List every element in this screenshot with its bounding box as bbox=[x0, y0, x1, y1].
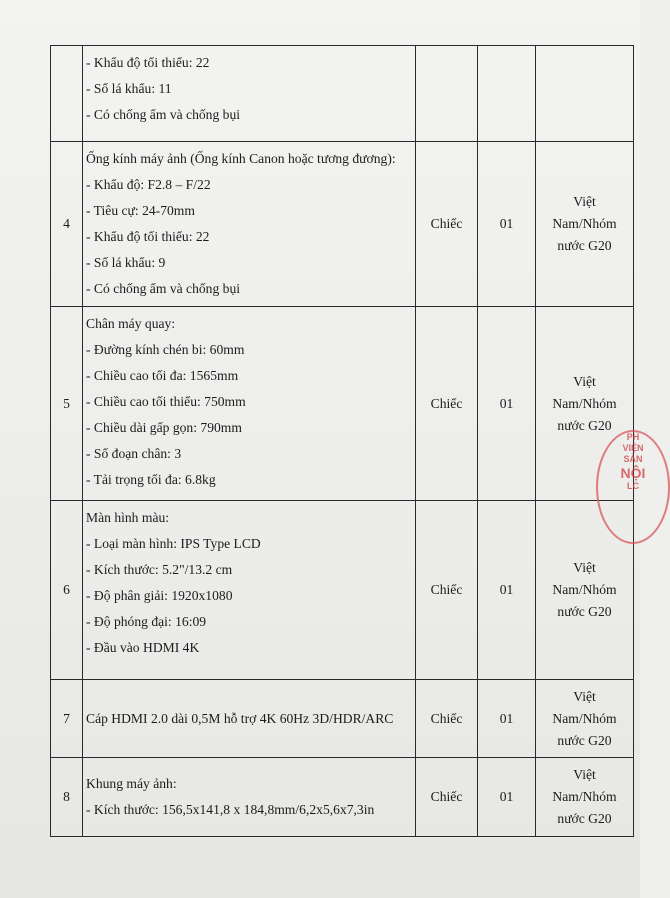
description-line: - Chiều cao tối đa: 1565mm bbox=[86, 368, 239, 383]
row-number: 5 bbox=[51, 307, 83, 501]
description-line: - Khẩu độ: F2.8 – F/22 bbox=[86, 177, 211, 192]
origin-line: Nam/Nhóm bbox=[552, 710, 617, 726]
row-unit: Chiếc bbox=[416, 680, 478, 758]
row-number: 4 bbox=[51, 142, 83, 307]
description-line: - Tải trọng tối đa: 6.8kg bbox=[86, 472, 216, 487]
description-line: - Đường kính chén bi: 60mm bbox=[86, 342, 245, 357]
origin-line: Việt bbox=[573, 560, 596, 575]
row-number: 6 bbox=[51, 501, 83, 680]
row-description bbox=[83, 46, 416, 142]
description-line: - Chiều dài gấp gọn: 790mm bbox=[86, 420, 242, 435]
stamp-text: PH bbox=[626, 432, 640, 442]
row-unit: Chiếc bbox=[416, 307, 478, 501]
description-line: - Khẩu độ tối thiểu: 22 bbox=[86, 55, 210, 70]
description-line: Cáp HDMI 2.0 dài 0,5M hỗ trợ 4K 60Hz 3D/HDR/ARC bbox=[86, 710, 394, 726]
description-line: - Độ phân giải: 1920x1080 bbox=[86, 588, 233, 603]
table-row bbox=[51, 46, 634, 142]
row-origin bbox=[536, 46, 634, 142]
table-row bbox=[51, 142, 634, 307]
description-line: - Kích thước: 5.2"/13.2 cm bbox=[86, 562, 233, 577]
origin-line: nước G20 bbox=[557, 732, 612, 748]
table-row bbox=[51, 758, 634, 837]
row-description bbox=[83, 307, 416, 501]
origin-line: nước G20 bbox=[557, 238, 612, 253]
row-quantity: 01 bbox=[478, 307, 536, 501]
description-line: Ống kính máy ảnh (Ống kính Canon hoặc tương đương): bbox=[86, 151, 396, 166]
description-line: - Loại màn hình: IPS Type LCD bbox=[86, 536, 261, 551]
origin-line: nước G20 bbox=[557, 417, 612, 433]
origin-line: Việt bbox=[573, 688, 596, 704]
row-quantity: 01 bbox=[478, 680, 536, 758]
description-line: - Đầu vào HDMI 4K bbox=[86, 640, 200, 655]
row-origin bbox=[536, 142, 634, 307]
stamp-text: VIỆN bbox=[622, 443, 644, 453]
stamp-text: LC bbox=[627, 481, 639, 491]
description-line: - Số lá khẩu: 11 bbox=[86, 81, 172, 96]
row-quantity bbox=[478, 46, 536, 142]
row-quantity: 01 bbox=[478, 501, 536, 680]
origin-line: Việt bbox=[573, 373, 596, 389]
description-line: - Số đoạn chân: 3 bbox=[86, 446, 182, 461]
origin-line: Việt bbox=[573, 194, 596, 209]
origin-line: Việt bbox=[573, 767, 596, 782]
row-unit: Chiếc bbox=[416, 501, 478, 680]
row-number: 8 bbox=[51, 758, 83, 837]
row-unit: Chiếc bbox=[416, 758, 478, 837]
table-row bbox=[51, 501, 634, 680]
stamp-text: SẢN bbox=[623, 454, 643, 464]
row-description bbox=[83, 758, 416, 837]
origin-line: Nam/Nhóm bbox=[552, 582, 617, 597]
description-line: - Có chống ẩm và chống bụi bbox=[86, 281, 241, 296]
official-stamp bbox=[596, 430, 670, 544]
row-quantity: 01 bbox=[478, 758, 536, 837]
origin-line: Nam/Nhóm bbox=[552, 395, 617, 411]
origin-line: nước G20 bbox=[557, 811, 612, 826]
description-line: - Khẩu độ tối thiểu: 22 bbox=[86, 229, 210, 244]
row-origin bbox=[536, 680, 634, 758]
equipment-spec-table bbox=[50, 45, 634, 837]
description-line: - Chiều cao tối thiểu: 750mm bbox=[86, 394, 246, 409]
description-line: Màn hình màu: bbox=[86, 510, 170, 525]
row-description bbox=[83, 680, 416, 758]
row-unit: Chiếc bbox=[416, 142, 478, 307]
description-line: - Độ phóng đại: 16:09 bbox=[86, 614, 207, 629]
row-description bbox=[83, 142, 416, 307]
origin-line: Nam/Nhóm bbox=[552, 216, 617, 231]
row-unit bbox=[416, 46, 478, 142]
table-row bbox=[51, 680, 634, 758]
description-line: Chân máy quay: bbox=[86, 316, 176, 331]
table-row bbox=[51, 307, 634, 501]
stamp-text: NỘI bbox=[620, 465, 646, 481]
row-quantity: 01 bbox=[478, 142, 536, 307]
row-number bbox=[51, 46, 83, 142]
row-origin bbox=[536, 758, 634, 837]
origin-line: Nam/Nhóm bbox=[552, 789, 617, 804]
row-description bbox=[83, 501, 416, 680]
description-line: Khung máy ảnh: bbox=[86, 776, 177, 791]
description-line: - Tiêu cự: 24-70mm bbox=[86, 203, 195, 218]
description-line: - Kích thước: 156,5x141,8 x 184,8mm/6,2x5,6x7,3in bbox=[86, 802, 375, 817]
description-line: - Số lá khẩu: 9 bbox=[86, 255, 166, 270]
description-line: - Có chống ẩm và chống bụi bbox=[86, 107, 241, 122]
origin-line: nước G20 bbox=[557, 604, 612, 619]
row-number: 7 bbox=[51, 680, 83, 758]
